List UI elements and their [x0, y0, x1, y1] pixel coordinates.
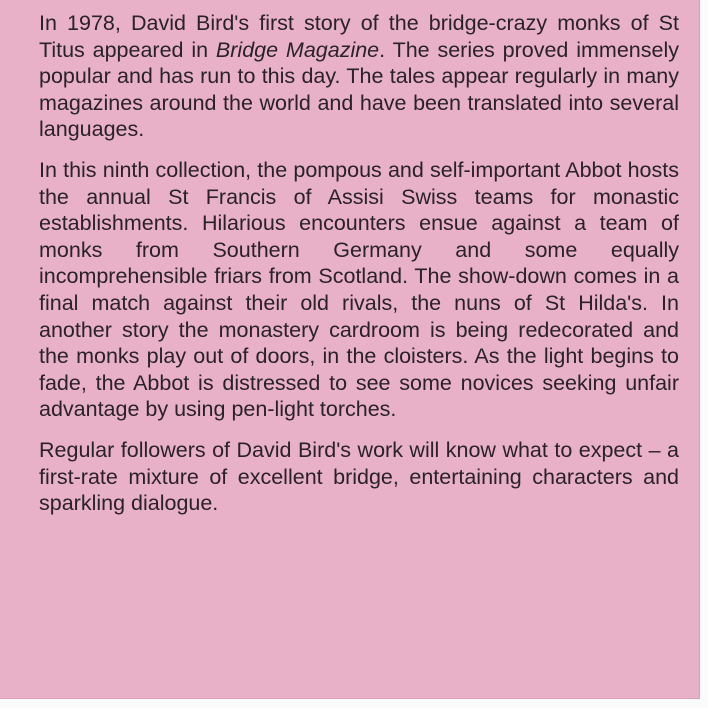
intro-text-start: In 1978, David Bird's first story of the bridge-crazy monks of St Titus appeared in: [39, 11, 679, 62]
blurb-paragraph-collection: In this ninth collection, the pompous and self-important Abbot hosts the annual St Francis of Assisi Swiss teams for monastic establishments. Hilarious encounters ensue against a team of monks from Southern Germany and some equally incomprehensible friars from Scotland. The show-down comes in a final match against their old rivals, the nuns of St Hilda's. In another story the monastery cardroom is being redecorated and the monks play out of doors, in the cloisters. As the light begins to fade, the Abbot is distressed to see some novices seeking unfair advantage by using pen-light torches.: [39, 157, 679, 422]
blurb-text: [39, 10, 679, 517]
intro-text-end: . The series proved immensely popular and has run to this day. The tales appear regularly in many magazines around the world and have been translated into several languages.: [39, 37, 679, 142]
blurb-paragraph-intro: [39, 10, 679, 143]
blurb-paragraph-closing: Regular followers of David Bird's work will know what to expect – a first-rate mixture of excellent bridge, entertaining characters and sparkling dialogue.: [39, 437, 679, 516]
magazine-title: Bridge Magazine: [215, 37, 380, 62]
